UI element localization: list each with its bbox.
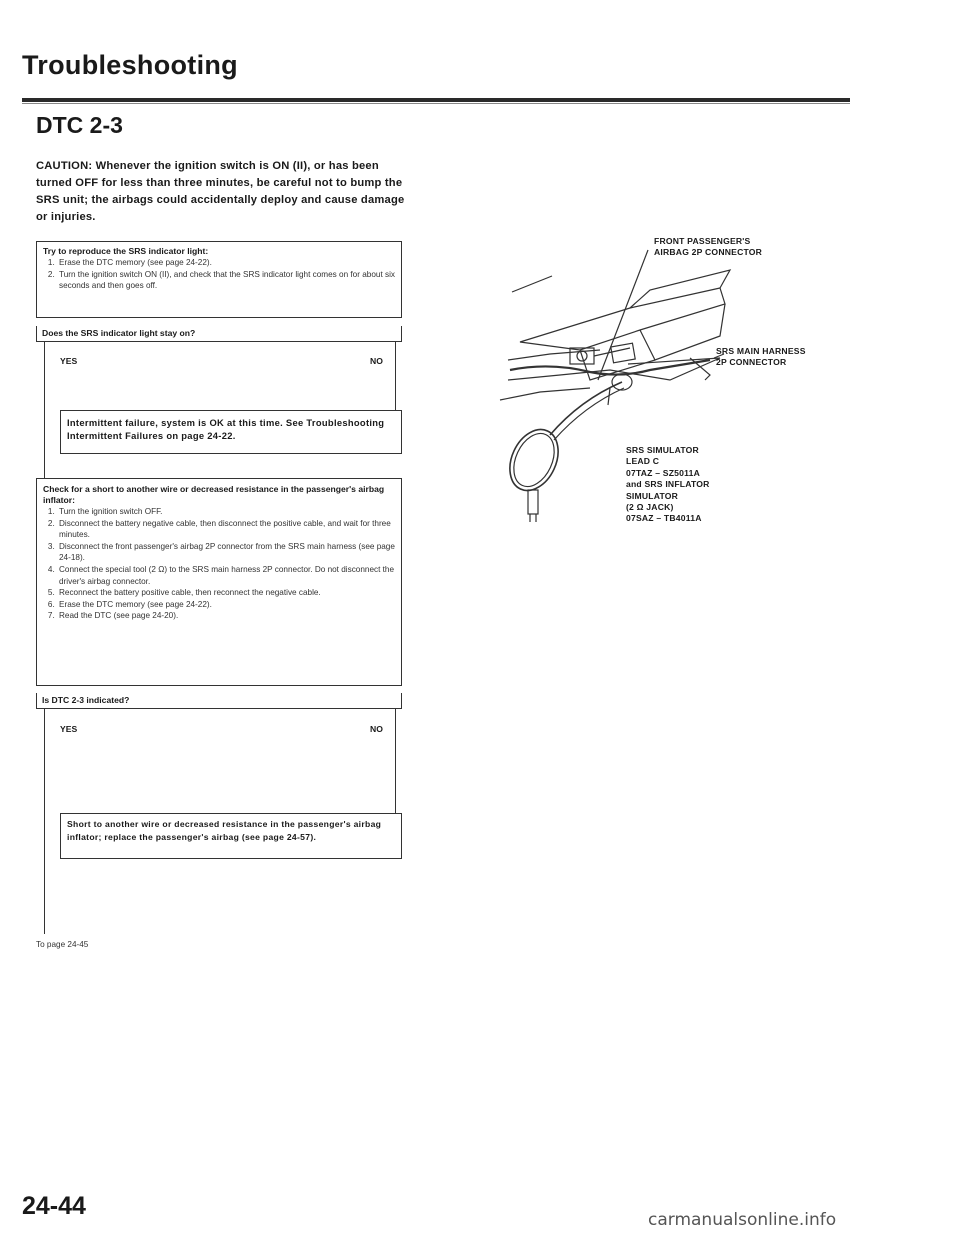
step2-item: 4. Connect the special tool (2 Ω) to the SRS main harness 2P connector. Do not disconnect the driver's airbag connector.	[57, 564, 395, 587]
page-title: Troubleshooting	[22, 50, 238, 80]
continue-link[interactable]: To page 24-45	[36, 940, 89, 949]
page-number: 24-44	[22, 1192, 86, 1220]
step2-item: 1. Turn the ignition switch OFF.	[57, 506, 395, 518]
flow-line-main	[44, 342, 45, 478]
flow-line-no-2	[395, 709, 396, 813]
title-rule	[22, 98, 850, 102]
step2-heading: Check for a short to another wire or decreased resistance in the passenger's airbag inflator:	[43, 484, 385, 505]
step1-result: Intermittent failure, system is OK at this time. See Troubleshooting Intermittent Failures on page 24-22.	[60, 410, 402, 454]
label-harness-connector: SRS MAIN HARNESS 2P CONNECTOR	[716, 346, 806, 368]
step2-item: 7. Read the DTC (see page 24-20).	[57, 610, 395, 622]
title-rule-thin	[22, 103, 850, 104]
label-simulator: SRS SIMULATOR LEAD C 07TAZ – SZ5011A and SRS INFLATOR SIMULATOR (2 Ω JACK) 07SAZ – TB4011A	[626, 445, 710, 524]
step2-list	[43, 506, 395, 622]
step1-heading: Try to reproduce the SRS indicator light:	[43, 246, 209, 256]
step1-question: Does the SRS indicator light stay on?	[36, 326, 402, 342]
label-front-connector: FRONT PASSENGER'S AIRBAG 2P CONNECTOR	[654, 236, 763, 258]
flow-line-no	[395, 342, 396, 410]
step1-item: 1. Erase the DTC memory (see page 24-22).	[57, 257, 395, 269]
flow-line-main-2	[44, 709, 45, 934]
step2-box	[36, 478, 402, 686]
watermark: carmanualsonline.info	[648, 1210, 837, 1230]
airbag-connector-diagram	[490, 230, 860, 580]
step2-question: Is DTC 2-3 indicated?	[36, 693, 402, 709]
step2-item: 2. Disconnect the battery negative cable, then disconnect the positive cable, and wait for three minutes.	[57, 518, 395, 541]
step2-item: 6. Erase the DTC memory (see page 24-22).	[57, 599, 395, 611]
step1-list	[43, 257, 395, 292]
section-title: DTC 2-3	[36, 112, 123, 138]
step1-no: NO	[370, 356, 383, 366]
step2-result: Short to another wire or decreased resistance in the passenger's airbag inflator; replace the passenger's airbag (see page 24-57).	[60, 813, 402, 859]
step2-item: 3. Disconnect the front passenger's airbag 2P connector from the SRS main harness (see page 24-18).	[57, 541, 395, 564]
step1-box	[36, 241, 402, 318]
caution-text: CAUTION: Whenever the ignition switch is ON (II), or has been turned OFF for less than three minutes, be careful not to bump the SRS unit; the airbags could accidentally deploy and cause damage or injuries.	[36, 160, 405, 223]
step1-yes: YES	[60, 356, 78, 366]
step1-item: 2. Turn the ignition switch ON (II), and check that the SRS indicator light comes on for about six seconds and then goes off.	[57, 269, 395, 292]
step2-yes: YES	[60, 724, 78, 734]
step2-item: 5. Reconnect the battery positive cable, then reconnect the negative cable.	[57, 587, 395, 599]
step2-no: NO	[370, 724, 383, 734]
